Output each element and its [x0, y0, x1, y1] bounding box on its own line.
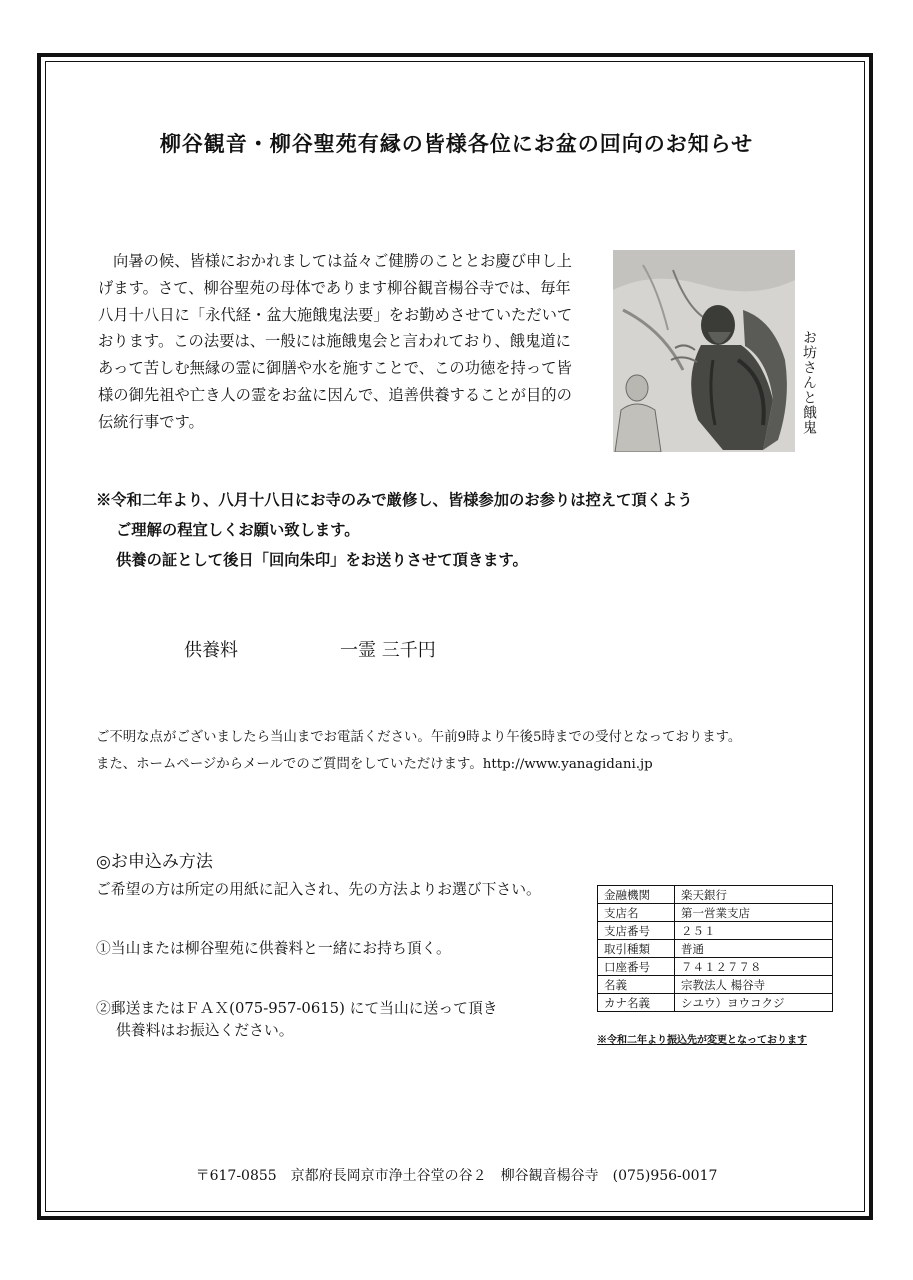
monk-and-hungry-ghost-painting: [613, 250, 795, 452]
contact-line: また、ホームページからメールでのご質問をしていただけます。http://www.yanagidani.jp: [96, 757, 653, 772]
intro-line: 向暑の候、皆様におかれましては益々ご健勝のこととお慶び申し上: [113, 252, 572, 270]
contact-line: ご不明な点がございましたら当山までお電話ください。午前9時より午後5時までの受付となっております。: [96, 730, 742, 745]
bank-value: 宗教法人 楊谷寺: [675, 976, 833, 994]
table-row: [598, 904, 833, 922]
bank-value: シユウ）ヨウコクジ: [675, 994, 833, 1012]
bank-change-note: ※令和二年より振込先が変更となっております: [597, 1035, 807, 1046]
intro-line: げます。さて、柳谷聖苑の母体であります柳谷観音楊谷寺では、毎年: [98, 278, 571, 297]
table-row: [598, 958, 833, 976]
notice-line: ご理解の程宜しくお願い致します。: [116, 521, 360, 539]
table-row: [598, 886, 833, 904]
apply-method-1: ①当山または柳谷聖苑に供養料と一緒にお持ち頂く。: [96, 940, 451, 957]
page-title: 柳谷観音・柳谷聖苑有縁の皆様各位にお盆の回向のお知らせ: [159, 131, 754, 156]
bank-key: 名義: [598, 976, 675, 994]
bank-key: 取引種類: [598, 940, 675, 958]
bank-value: ７４１２７７８: [675, 958, 833, 976]
intro-line: 伝統行事です。: [98, 412, 204, 431]
bank-key: 支店名: [598, 904, 675, 922]
bank-value: ２５１: [675, 922, 833, 940]
notice-line: ※令和二年より、八月十八日にお寺のみで厳修し、皆様参加のお参りは控えて頂くよう: [96, 491, 693, 509]
intro-line: 様の御先祖や亡き人の霊をお盆に因んで、追善供養することが目的の: [98, 385, 572, 404]
table-row: [598, 976, 833, 994]
contact-info: [96, 724, 741, 778]
table-row: [598, 922, 833, 940]
footer-address: 〒617-0855 京都府長岡京市浄土谷堂の谷２ 柳谷観音楊谷寺 (075)956-0017: [195, 1168, 718, 1184]
apply-method-2-cont: 供養料はお振込ください。: [116, 1022, 294, 1039]
bank-value: 普通: [675, 940, 833, 958]
table-row: [598, 940, 833, 958]
bank-key: 口座番号: [598, 958, 675, 976]
intro-line: おります。この法要は、一般には施餓鬼会と言われており、餓鬼道に: [98, 332, 571, 351]
table-row: [598, 994, 833, 1012]
bank-key: カナ名義: [598, 994, 675, 1012]
bank-value: 第一営業支店: [675, 904, 833, 922]
fee-label: 供養料: [184, 640, 238, 661]
apply-intro: ご希望の方は所定の用紙に記入され、先の方法よりお選び下さい。: [96, 881, 541, 898]
bank-key: 支店番号: [598, 922, 675, 940]
notice-line: 供養の証として後日「回向朱印」をお送りさせて頂きます。: [116, 551, 528, 569]
painting-illustration: [613, 250, 795, 452]
bank-key: 金融機関: [598, 886, 675, 904]
apply-method-heading: ◎お申込み方法: [96, 852, 213, 872]
intro-line: 八月十八日に「永代経・盆大施餓鬼法要」をお勤めさせていただいて: [98, 305, 573, 324]
bank-value: 楽天銀行: [675, 886, 833, 904]
apply-method-2: ②郵送またはＦＡＸ(075-957-0615) にて当山に送って頂き: [96, 1000, 498, 1017]
notice-block: [96, 485, 693, 575]
bank-account-table: [597, 885, 833, 1012]
intro-paragraph: [98, 248, 610, 436]
painting-caption: お坊さんと餓鬼: [801, 330, 817, 435]
intro-line: あって苦しむ無縁の霊に御膳や水を施すことで、この功徳を持って皆: [98, 359, 572, 378]
fee-value: 一霊 三千円: [340, 640, 436, 661]
